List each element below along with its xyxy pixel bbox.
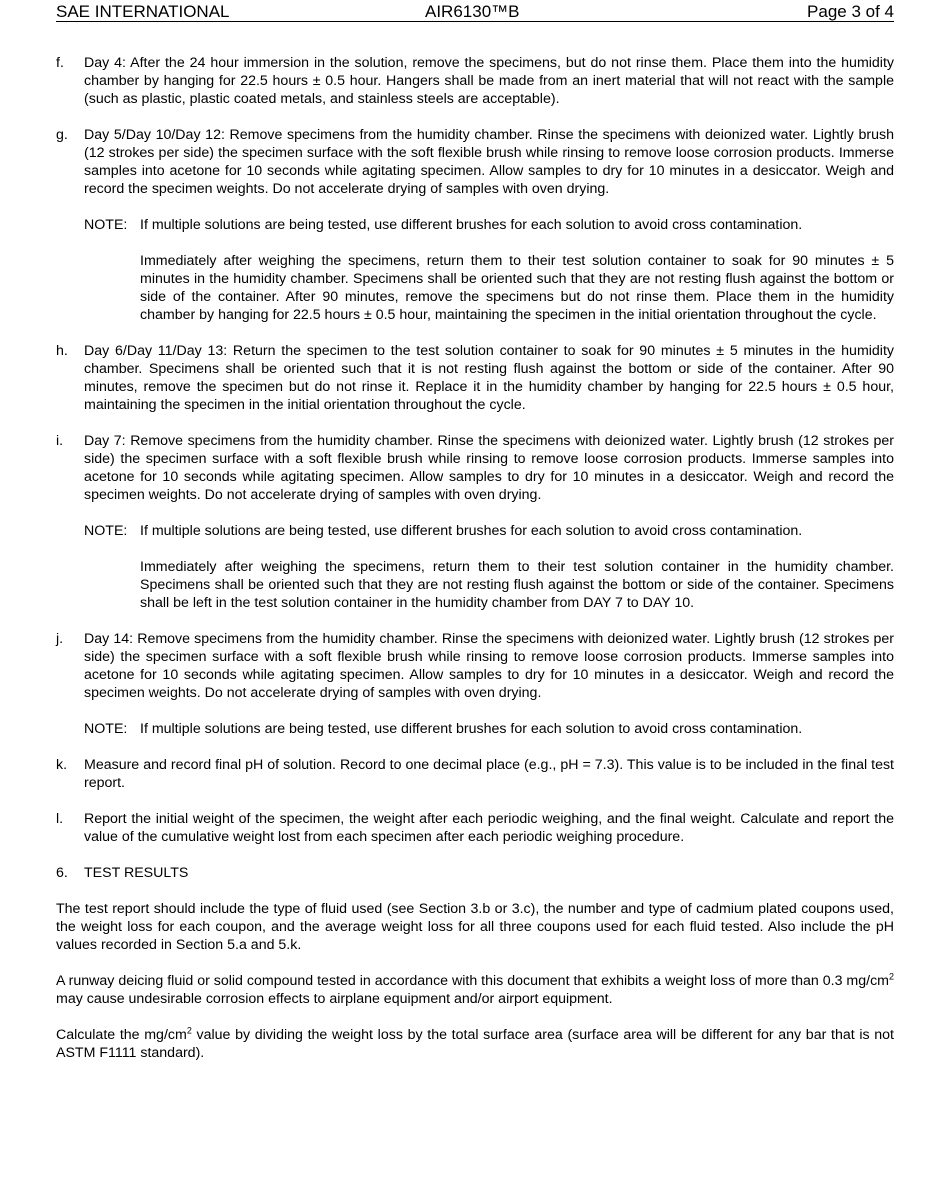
step-text: Report the initial weight of the specimen, the weight after each periodic weighing, and the final weight. Calculate and report the value of the cumulative weight lost from each specimen after each periodic weighing procedure. <box>84 811 894 845</box>
note-text: If multiple solutions are being tested, use different brushes for each solution to avoid cross contamination. <box>140 217 803 233</box>
step-label: g. <box>56 127 68 143</box>
weight-loss-text-end: may cause undesirable corrosion effects to airplane equipment and/or airport equipment. <box>56 991 613 1007</box>
note-label: NOTE: <box>84 721 128 737</box>
section-title: TEST RESULTS <box>84 865 189 881</box>
note-g <box>84 216 894 234</box>
step-label: i. <box>56 433 64 449</box>
superscript: 2 <box>186 1025 192 1036</box>
step-label: f. <box>56 55 64 71</box>
document-body <box>56 54 894 1080</box>
step-label: l. <box>56 811 64 827</box>
results-paragraph-calculation <box>56 1026 894 1062</box>
step-g <box>56 126 894 198</box>
note-i <box>84 522 894 540</box>
step-text: Day 4: After the 24 hour immersion in the solution, remove the specimens, but do not rinse them. Place them into the humidity chamber by hanging for 22.5 hours ± 0.5 hour. Hangers shall be made from an inert material that will not react with the sample (such as plastic, plastic coated metals, and stainless steels are acceptable). <box>84 55 894 107</box>
section-heading-test-results <box>56 864 894 882</box>
note-g-continuation: Immediately after weighing the specimens, return them to their test solution container to soak for 90 minutes ± 5 minutes in the humidity chamber. Specimens shall be oriented such that they are not resting flush against the bottom or side of the container. After 90 minutes, remove the specimens but do not rinse them. Place them in the humidity chamber by hanging for 22.5 hours ± 0.5 hour, maintaining the specimen in the initial orientation throughout the cycle. <box>140 253 894 323</box>
step-label: h. <box>56 343 68 359</box>
header-page-number: Page 3 of 4 <box>807 2 894 21</box>
superscript: 2 <box>888 971 894 982</box>
weight-loss-text-start: A runway deicing fluid or solid compound tested in accordance with this document that exhibits a weight loss of more than 0.3 mg/cm <box>56 973 889 989</box>
step-text: Measure and record final pH of solution. Record to one decimal place (e.g., pH = 7.3). This value is to be included in the final test report. <box>84 757 894 791</box>
header-organization: SAE INTERNATIONAL <box>56 2 230 21</box>
calculation-text-start: Calculate the mg/cm <box>56 1027 187 1043</box>
calculation-text-end: value by dividing the weight loss by the total surface area (surface area will be different for any bar that is not ASTM F1111 standard). <box>56 1027 894 1061</box>
note-label: NOTE: <box>84 523 128 539</box>
step-l <box>56 810 894 846</box>
header-document-number: AIR6130™B <box>425 2 520 21</box>
step-h <box>56 342 894 414</box>
step-label: j. <box>56 631 64 647</box>
step-text: Day 7: Remove specimens from the humidity chamber. Rinse the specimens with deionized water. Lightly brush (12 strokes per side) the specimen surface with a soft flexible brush while rinsing to remove loose corrosion products. Immerse samples into acetone for 10 seconds while agitating specimen. Allow samples to dry for 10 minutes in a desiccator. Weigh and record the specimen weights. Do not accelerate drying of samples with oven drying. <box>84 433 894 503</box>
results-paragraph-report: The test report should include the type of fluid used (see Section 3.b or 3.c), the number and type of cadmium plated coupons used, the weight loss for each coupon, and the average weight loss for all three coupons used for each fluid tested. Also include the pH values recorded in Section 5.a and 5.k. <box>56 901 894 953</box>
step-j <box>56 630 894 702</box>
step-text: Day 5/Day 10/Day 12: Remove specimens from the humidity chamber. Rinse the specimens with deionized water. Lightly brush (12 strokes per side) the specimen surface with the soft flexible brush while rinsing to remove loose corrosion products. Immerse samples into acetone for 10 seconds while agitating specimen. Allow samples to dry for 10 minutes in a desiccator. Weigh and record the specimen weights. Do not accelerate drying of samples with oven drying. <box>84 127 894 197</box>
results-paragraph-weight-loss <box>56 972 894 1008</box>
section-number: 6. <box>56 865 68 881</box>
step-text: Day 6/Day 11/Day 13: Return the specimen to the test solution container to soak for 90 minutes ± 5 minutes in the humidity chamber. Specimens shall be oriented such that it is not resting flush against the bottom or side of the container. After 90 minutes, remove the specimen but do not rinse it. Replace it in the humidity chamber by hanging for 22.5 hours ± 0.5 hour, maintaining the specimen in the initial orientation throughout the cycle. <box>84 343 894 413</box>
step-i <box>56 432 894 504</box>
note-label: NOTE: <box>84 217 128 233</box>
step-label: k. <box>56 757 68 773</box>
note-j <box>84 720 894 738</box>
note-text: If multiple solutions are being tested, use different brushes for each solution to avoid cross contamination. <box>140 523 803 539</box>
page-header <box>56 2 894 22</box>
note-text: If multiple solutions are being tested, use different brushes for each solution to avoid cross contamination. <box>140 721 803 737</box>
step-text: Day 14: Remove specimens from the humidity chamber. Rinse the specimens with deionized water. Lightly brush (12 strokes per side) the specimen surface with a soft flexible brush while rinsing to remove loose corrosion products. Immerse samples into acetone for 10 seconds while agitating specimen. Allow samples to dry for 10 minutes in a desiccator. Weigh and record the specimen weights. Do not accelerate drying of samples with oven drying. <box>84 631 894 701</box>
step-k <box>56 756 894 792</box>
step-f <box>56 54 894 108</box>
note-i-continuation: Immediately after weighing the specimens, return them to their test solution container in the humidity chamber. Specimens shall be oriented such that they are not resting flush against the bottom or side of the container. Specimens shall be left in the test solution container in the humidity chamber from DAY 7 to DAY 10. <box>140 559 894 611</box>
